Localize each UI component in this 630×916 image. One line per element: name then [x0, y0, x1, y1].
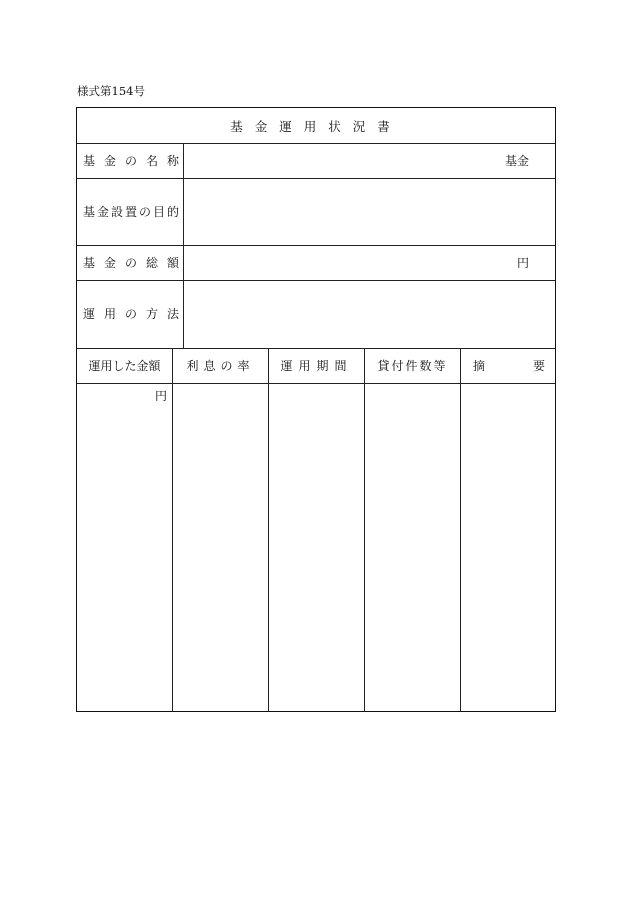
fund-total-suffix: 円: [516, 256, 529, 270]
column-header-amount: 運用した金額: [88, 359, 161, 373]
fund-purpose-value[interactable]: [184, 179, 555, 245]
fund-total-value[interactable]: [184, 246, 555, 280]
fund-name-label: 基金の名称: [83, 154, 189, 168]
form-number: 様式第154号: [77, 84, 145, 98]
remarks-input-area[interactable]: [461, 384, 555, 711]
row-divider: [77, 348, 555, 349]
amount-input-area[interactable]: [77, 384, 172, 711]
column-header-remarks-right: 要: [533, 359, 546, 373]
amount-unit: 円: [155, 389, 168, 403]
operation-method-label: 運用の方法: [83, 307, 189, 321]
fund-total-label: 基金の総額: [83, 256, 189, 270]
form-title: 基金運用状況書: [230, 119, 402, 134]
interest-rate-input-area[interactable]: [173, 384, 268, 711]
fund-name-value[interactable]: [184, 144, 555, 178]
fund-name-suffix: 基金: [504, 154, 529, 168]
column-header-remarks-left: 摘: [473, 359, 486, 373]
column-header-loan-count: 貸付件数等: [377, 359, 448, 373]
fund-operation-form: [76, 107, 556, 712]
column-header-period: 運用期間: [280, 359, 353, 373]
loan-count-input-area[interactable]: [365, 384, 460, 711]
operation-method-value[interactable]: [184, 281, 555, 348]
period-input-area[interactable]: [269, 384, 364, 711]
fund-purpose-label: 基金設置の目的: [83, 205, 182, 219]
column-header-interest-rate: 利息の率: [186, 359, 255, 373]
